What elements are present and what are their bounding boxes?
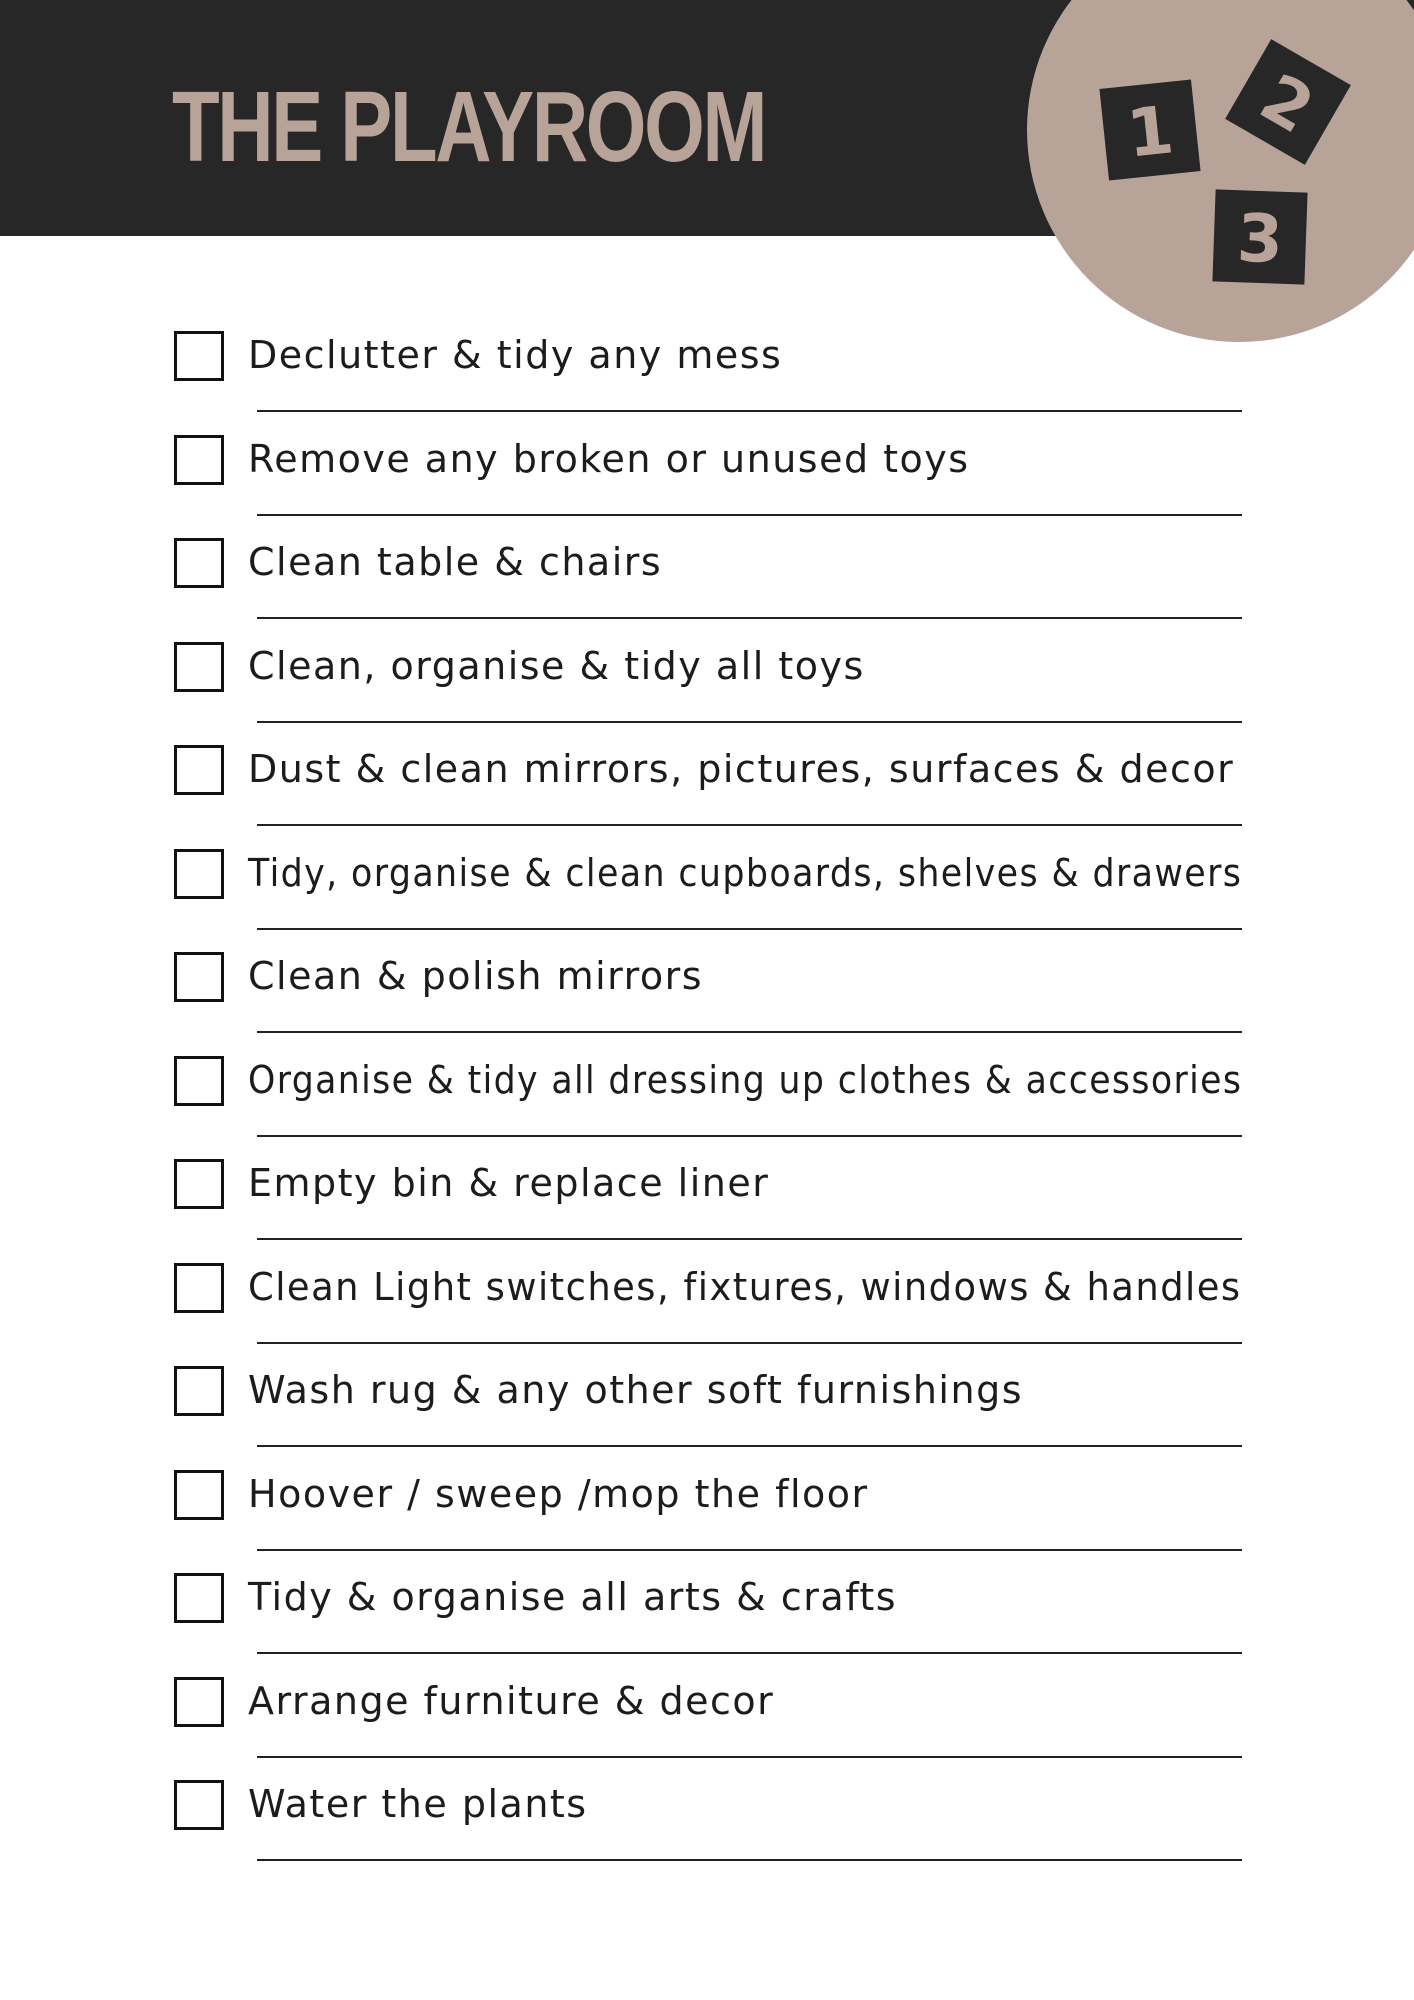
checkbox[interactable] [174, 745, 224, 795]
checkbox[interactable] [174, 1780, 224, 1830]
checkbox[interactable] [174, 1677, 224, 1727]
block-two-number: 2 [1247, 58, 1327, 149]
writing-line [257, 1445, 1242, 1447]
checklist-item-label: Empty bin & replace liner [248, 1161, 770, 1205]
writing-line [257, 410, 1242, 412]
checklist-item-label: Wash rug & any other soft furnishings [248, 1368, 1023, 1412]
writing-line [257, 514, 1242, 516]
checklist-item-label: Tidy & organise all arts & crafts [248, 1575, 898, 1619]
writing-line [257, 1652, 1242, 1654]
checklist-item[interactable] [172, 1780, 1242, 1884]
checklist-item[interactable] [172, 642, 1242, 746]
checkbox[interactable] [174, 1263, 224, 1313]
writing-line [257, 1342, 1242, 1344]
checklist-item[interactable] [172, 1056, 1242, 1160]
writing-line [257, 1756, 1242, 1758]
checklist-item-label: Declutter & tidy any mess [248, 333, 783, 377]
checklist-item[interactable] [172, 1366, 1242, 1470]
checklist-item-label: Arrange furniture & decor [248, 1678, 775, 1723]
checklist-item[interactable] [172, 1573, 1242, 1677]
writing-line [257, 617, 1242, 619]
checklist-item[interactable] [172, 1263, 1242, 1367]
checklist-item[interactable] [172, 1159, 1242, 1263]
checklist-item[interactable] [172, 849, 1242, 953]
writing-line [257, 1031, 1242, 1033]
checklist-item-label: Clean & polish mirrors [248, 954, 704, 998]
checklist-item-label: Dust & clean mirrors, pictures, surfaces & decor [248, 747, 1235, 791]
checklist-item[interactable] [172, 1470, 1242, 1574]
checklist-item[interactable] [172, 331, 1242, 435]
checklist-item-label: Hoover / sweep /mop the floor [248, 1471, 869, 1516]
page-title: THE PLAYROOM [172, 71, 766, 183]
checkbox[interactable] [174, 538, 224, 588]
checklist-item-label: Water the plants [248, 1782, 588, 1826]
checkbox[interactable] [174, 849, 224, 899]
writing-line [257, 1135, 1242, 1137]
checklist-item-label: Remove any broken or unused toys [248, 436, 970, 481]
checklist-item[interactable] [172, 745, 1242, 849]
checkbox[interactable] [174, 1366, 224, 1416]
checklist-item[interactable] [172, 952, 1242, 1056]
checklist-item[interactable] [172, 538, 1242, 642]
checkbox[interactable] [174, 1573, 224, 1623]
checkbox[interactable] [174, 952, 224, 1002]
block-one-number: 1 [1123, 91, 1178, 173]
checklist-item-label: Clean table & chairs [248, 540, 663, 584]
block-three-number: 3 [1235, 199, 1285, 279]
checklist-item-label: Organise & tidy all dressing up clothes & accessories [248, 1057, 1243, 1102]
writing-line [257, 928, 1242, 930]
checklist-item-label: Tidy, organise & clean cupboards, shelves & drawers [248, 850, 1243, 895]
writing-line [257, 824, 1242, 826]
writing-line [257, 1549, 1242, 1551]
checklist-item[interactable] [172, 1677, 1242, 1781]
writing-line [257, 721, 1242, 723]
checkbox[interactable] [174, 331, 224, 381]
checklist-item[interactable] [172, 435, 1242, 539]
writing-line [257, 1859, 1242, 1861]
checkbox[interactable] [174, 435, 224, 485]
writing-line [257, 1238, 1242, 1240]
checkbox[interactable] [174, 1056, 224, 1106]
checkbox[interactable] [174, 642, 224, 692]
checkbox[interactable] [174, 1159, 224, 1209]
checkbox[interactable] [174, 1470, 224, 1520]
checklist-item-label: Clean Light switches, fixtures, windows & handles [248, 1264, 1242, 1309]
checklist-item-label: Clean, organise & tidy all toys [248, 643, 865, 688]
